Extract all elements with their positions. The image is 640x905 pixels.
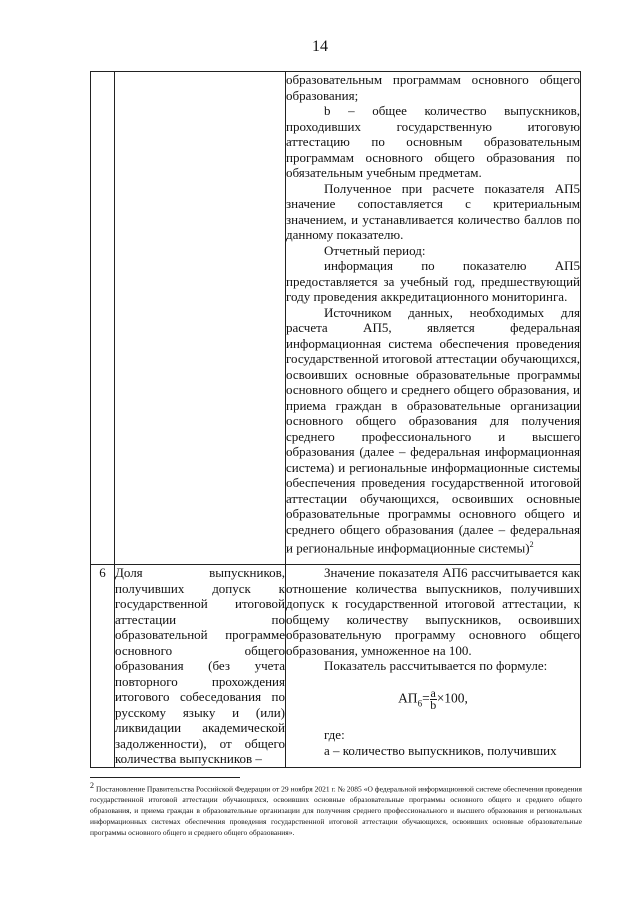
footnote-reference: 2 — [529, 540, 534, 549]
text-paragraph — [286, 305, 580, 556]
footnote-mark: 2 — [90, 781, 94, 790]
indicator-cell-empty — [115, 72, 286, 565]
indicators-table — [90, 71, 581, 768]
text-paragraph: образовательным программам основного общего образования; — [286, 72, 580, 103]
text-paragraph: Отчетный период: — [324, 242, 426, 258]
text-paragraph: а – количество выпускников, получивших — [324, 742, 557, 758]
formula-fraction — [430, 685, 437, 712]
formula-rhs: ×100, — [436, 690, 468, 706]
table-row-continued — [91, 72, 581, 565]
text-paragraph: информация по показателю АП5 предоставляется за учебный год, предшествующий году проведения аккредитационного мониторинга. — [286, 258, 580, 304]
footnote-separator — [90, 777, 240, 778]
formula-numerator: a — [430, 685, 436, 700]
row-number-cell-empty — [91, 72, 115, 565]
table-row-6 — [91, 565, 581, 768]
indicator-name — [115, 565, 286, 768]
formula — [286, 685, 580, 712]
formula-lhs: АП — [398, 690, 418, 706]
description-cell — [286, 565, 581, 768]
text-paragraph: Показатель рассчитывается по формуле: — [324, 658, 548, 673]
formula-equals: = — [422, 690, 430, 706]
text-paragraph: где: — [324, 727, 345, 743]
indicator-text: Доля выпускников, получивших допуск к государственной итоговой аттестации по образовательной программе основного общего образования (без учета повторного прохождения итогового собеседования по русскому языку и (или) ликвидации академической задолженности), от общего количества выпускников – — [115, 565, 285, 766]
page-number: 14 — [312, 38, 328, 55]
footnote — [90, 781, 582, 838]
text-paragraph: Полученное при расчете показателя АП5 значение сопоставляется с критериальным значением, и устанавливается количество баллов по данному показателю. — [286, 180, 580, 242]
text-paragraph: b – общее количество выпускников, проходивших государственную итоговую аттестацию по основным образовательным программам основного общего образования по обязательным учебным предметам. — [286, 103, 580, 180]
data-source-text: Источником данных, необходимых для расчета АП5, является федеральная информационная система обеспечения проведения государственной итоговой аттестации обучающихся, освоивших основные образовательные программы основного общего и среднего общего образования, и приема граждан в образовательные организации основного общего образования для получения среднего профессионального и высшего образования (далее – федеральная информационная система) и региональные информационные системы обеспечения проведения государственной итоговой аттестации обучающихся, освоивших основные образовательные программы основного общего и среднего общего образования (далее – федеральная и региональные информационные системы) — [286, 304, 580, 556]
formula-denominator: b — [430, 697, 437, 712]
formula-subscript: 6 — [417, 697, 423, 708]
description-cell-continued — [286, 72, 581, 565]
text-paragraph: Значение показателя АП6 рассчитывается как отношение количества выпускников, получивших допуск к государственной итоговой аттестации, к общему количеству выпускников, освоивших образовательную программу основного общего образования, умноженное на 100. — [286, 565, 580, 658]
row-number: 6 — [91, 565, 115, 768]
footnote-text: Постановление Правительства Российской Федерации от 29 ноября 2021 г. № 2085 «О федеральной информационной системе обеспечения проведения государственной итоговой аттестации обучающихся, освоивших основные образовательные программы основного общего и среднего общего образования, и приема граждан в образовательные организации для получения среднего профессионального и высшего образования и региональных информационных системах обеспечения проведения государственной итоговой аттестации обучающихся, освоивших основные образовательные программы основного общего и среднего общего образования». — [90, 784, 583, 837]
